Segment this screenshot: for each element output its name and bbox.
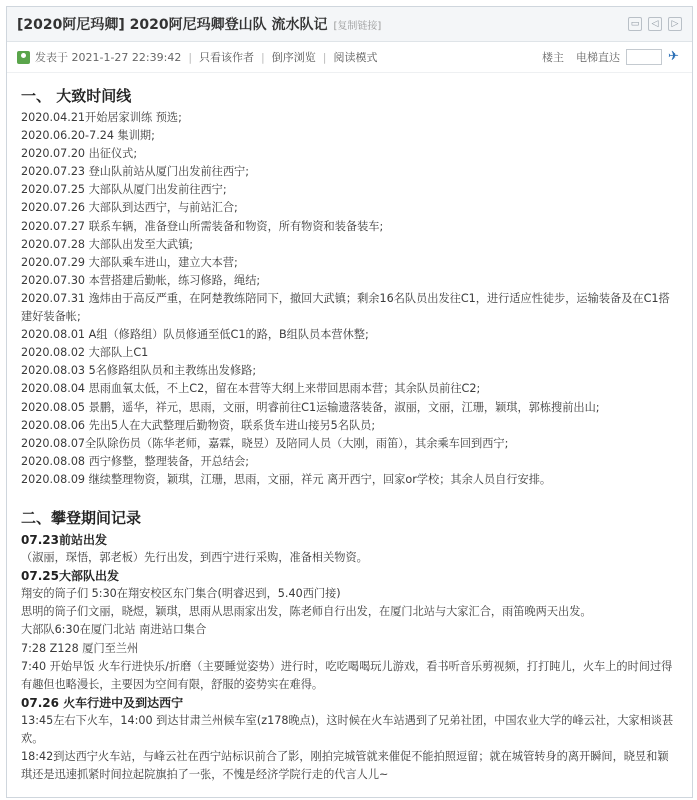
- post-meta-right: [542, 49, 682, 65]
- timeline-line: 2020.08.07全队除伤员（陈华老师，嘉霖，晓昱）及陪同人员（大刚，雨笛），其余乘车回到西宁;: [21, 436, 509, 450]
- timeline-line: 2020.07.26 大部队到达西宁，与前站汇合;: [21, 201, 238, 215]
- timeline-line: 2020.08.02 大部队上C1: [21, 346, 149, 360]
- reverse-order-link[interactable]: 倒序浏览: [271, 51, 316, 64]
- floor-number-input[interactable]: [626, 49, 662, 65]
- timeline-line: 2020.06.20-7.24 集训期;: [21, 129, 155, 143]
- author-only-link[interactable]: 只看该作者: [199, 51, 255, 64]
- day-heading: 07.23前站出发: [21, 532, 107, 547]
- record-line: 13:45左右下火车，14:00 到达甘肃兰州候车室(z178晚点)，这时候在火车站遇到了兄弟社团，中国农业大学的峰云社，大家相谈甚欢。: [21, 713, 674, 745]
- online-user-icon: [17, 51, 30, 64]
- next-thread-icon[interactable]: ▷: [668, 17, 682, 31]
- timeline-line: 2020.07.23 登山队前站从厦门出发前往西宁;: [21, 165, 250, 179]
- timeline-line: 2020.08.05 景鹏，遥华，祥元，思雨，文丽，明睿前往C1运输遗落装备，淑丽，文丽，江珊，颖琪，郭栋搜前出山;: [21, 400, 600, 414]
- post-meta-bar: [7, 42, 692, 73]
- day-heading: 07.26 火车行进中及到达西宁: [21, 695, 184, 710]
- prev-thread-icon[interactable]: ◁: [648, 17, 662, 31]
- record-line: 7:40 开始早饭 火车行进快乐/折磨（主要睡觉姿势）进行时，吃吃喝喝玩儿游戏，看书听音乐剪视频，打打盹儿，火车上的时间过得有趣但也略漫长，主要因为空间有限，舒服的姿势实在难得。: [21, 659, 673, 691]
- elevator-label: 电梯直达: [576, 51, 620, 64]
- go-floor-icon[interactable]: ✈: [668, 49, 679, 64]
- post-title-bar: [7, 7, 692, 42]
- record-line: （淑丽，琛悟，郭老板）先行出发，到西宁进行采购，准备相关物资。: [21, 551, 368, 565]
- post-meta-left: [17, 49, 377, 65]
- copy-link-button[interactable]: [复制链接]: [333, 20, 382, 32]
- post-title: [2020阿尼玛卿] 2020阿尼玛卿登山队 流水队记: [17, 17, 328, 33]
- timeline-line: 2020.08.08 西宁修整，整理装备，开总结会;: [21, 454, 250, 468]
- separator: |: [322, 50, 327, 64]
- timeline-line: 2020.07.25 大部队从厦门出发前往西宁;: [21, 183, 227, 197]
- timeline-line: 2020.04.21开始居家训练 预选;: [21, 111, 182, 124]
- timeline-line: 2020.07.28 大部队出发至大武镇;: [21, 237, 194, 251]
- separator: |: [188, 50, 193, 64]
- record-line: 翔安的筒子们 5:30在翔安校区东门集合(明睿迟到，5.40西门接): [21, 587, 341, 601]
- timeline-line: 2020.07.30 本营搭建后勤帐，练习修路，绳结;: [21, 273, 261, 287]
- print-icon[interactable]: ▭: [628, 17, 642, 31]
- record-line: 7:28 Z128 厦门至兰州: [21, 641, 139, 655]
- timeline-line: 2020.07.29 大部队乘车进山，建立大本营;: [21, 255, 238, 269]
- read-mode-link[interactable]: 阅读模式: [333, 51, 378, 64]
- timeline-line: 2020.07.20 出征仪式;: [21, 147, 138, 161]
- timeline-line: 2020.08.09 继续整理物资，颖琪，江珊，思雨，文丽，祥元 离开西宁，回家or学校；其余人员自行安排。: [21, 472, 552, 486]
- timeline-line: 2020.08.04 思雨血氧太低，不上C2，留在本营等大纲上来带回思雨本营；其余队员前往C2;: [21, 382, 481, 396]
- record-line: 大部队6:30在厦门北站 南进站口集合: [21, 623, 207, 637]
- record-line: 思明的筒子们文丽，晓煜，颖琪，思雨从思雨家出发，陈老师自行出发，在厦门北站与大家汇合，雨笛晚两天出发。: [21, 605, 592, 619]
- title-tools: [628, 17, 682, 31]
- timeline-line: 2020.08.01 A组（修路组）队员修通至低C1的路，B组队员本营休整;: [21, 328, 369, 342]
- timeline-line: 2020.08.03 5名修路组队员和主教练出发修路;: [21, 364, 257, 378]
- op-label: 楼主: [542, 51, 564, 64]
- timeline-list: [21, 109, 678, 489]
- section-heading: 一、 大致时间线: [21, 87, 132, 105]
- post-frame: [6, 6, 693, 798]
- separator: |: [261, 50, 265, 64]
- post-time: 发表于 2021-1-27 22:39:42: [35, 51, 182, 64]
- post-content: [7, 73, 692, 784]
- record-line: 18:42到达西宁火车站，与峰云社在西宁站标识前合了影，刚拍完城管就来催促不能拍照逗留；就在城管转身的离开瞬间，晓昱和颖琪还是迅速抓紧时间拉起院旗拍了一张，不愧是经济学院行走的代言人儿~: [21, 750, 669, 782]
- day-heading: 07.25大部队出发: [21, 569, 119, 584]
- section-heading: 二、攀登期间记录: [21, 508, 142, 527]
- timeline-line: 2020.07.27 联系车辆，准备登山所需装备和物资，所有物资和装备装车;: [21, 219, 384, 233]
- timeline-line: 2020.07.31 逸炜由于高反严重，在阿楚教练陪同下，撤回大武镇；剩余16名队员出发往C1，进行适应性徒步，运输装备及在C1搭建好装备帐;: [21, 291, 670, 324]
- timeline-line: 2020.08.06 先出5人在大武整理后勤物资，联系货车进山接另5名队员;: [21, 418, 376, 432]
